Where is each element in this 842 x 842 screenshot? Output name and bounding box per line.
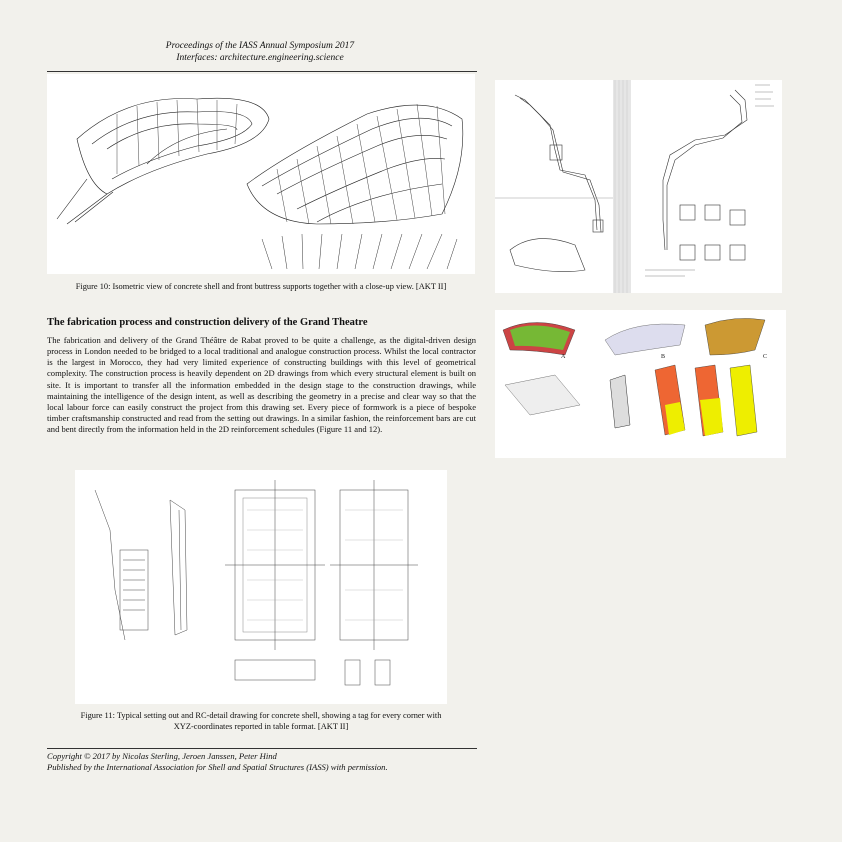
footer-copyright: Copyright © 2017 by Nicolas Sterling, Jeroen Janssen, Peter Hind [47,751,277,761]
view-label-c: C [763,354,768,360]
figure-10-image [47,74,475,274]
figure-11-caption-line-2: XYZ-coordinates reported in table format. [AKT II] [173,721,349,731]
view-label-a: A [561,354,566,360]
header-rule [47,71,477,72]
section-heading: The fabrication process and construction delivery of the Grand Theatre [47,317,368,328]
figure-11-caption-line-1: Figure 11: Typical setting out and RC-detail drawing for concrete shell, showing a tag for every corner with [80,711,442,720]
header-line-2: Interfaces: architecture.engineering.science [176,53,344,63]
running-header [47,40,473,64]
figure-11-caption [47,711,475,732]
footer-rule [47,748,477,749]
figure-right-colour-views [495,310,786,458]
view-label-b: B [661,354,666,360]
section-paragraph: The fabrication and delivery of the Grand Théâtre de Rabat proved to be quite a challenge, as the digital-driven design process in London needed to be bridged to a local traditional and analogue construction process. Whilst the local contractor is the largest in Morocco, they had very limited experience of constructing buildings with this level of geometrical complexity. The construction process is heavily dependent on 2D drawings from which every structural element is built on site. It is important to transfer all the information embedded in the design stage to the construction drawings, while maintaining the intelligence of the design intent, as well as describing the geometry in a precise and clear way so that the local labour force can easily construct the project from this drawing set. Every piece of formwork is a piece of bespoke timber craftsmanship constructed and read from the setting out drawings. In a similar fashion, the reinforcement bars are cut and bent directly from the information held in the 2D reinforcement schedules (Figure 11 and 12). [47,335,476,435]
figure-10-caption: Figure 10: Isometric view of concrete shell and front buttress supports together with a close-up view. [AKT II] [75,282,447,291]
footer-publisher: Published by the International Association for Shell and Spatial Structures (IASS) with permission. [47,762,388,772]
figure-right-drawings [495,80,782,293]
figure-11-image [75,470,447,704]
header-line-1: Proceedings of the IASS Annual Symposium 2017 [165,41,355,51]
footer [47,751,388,773]
